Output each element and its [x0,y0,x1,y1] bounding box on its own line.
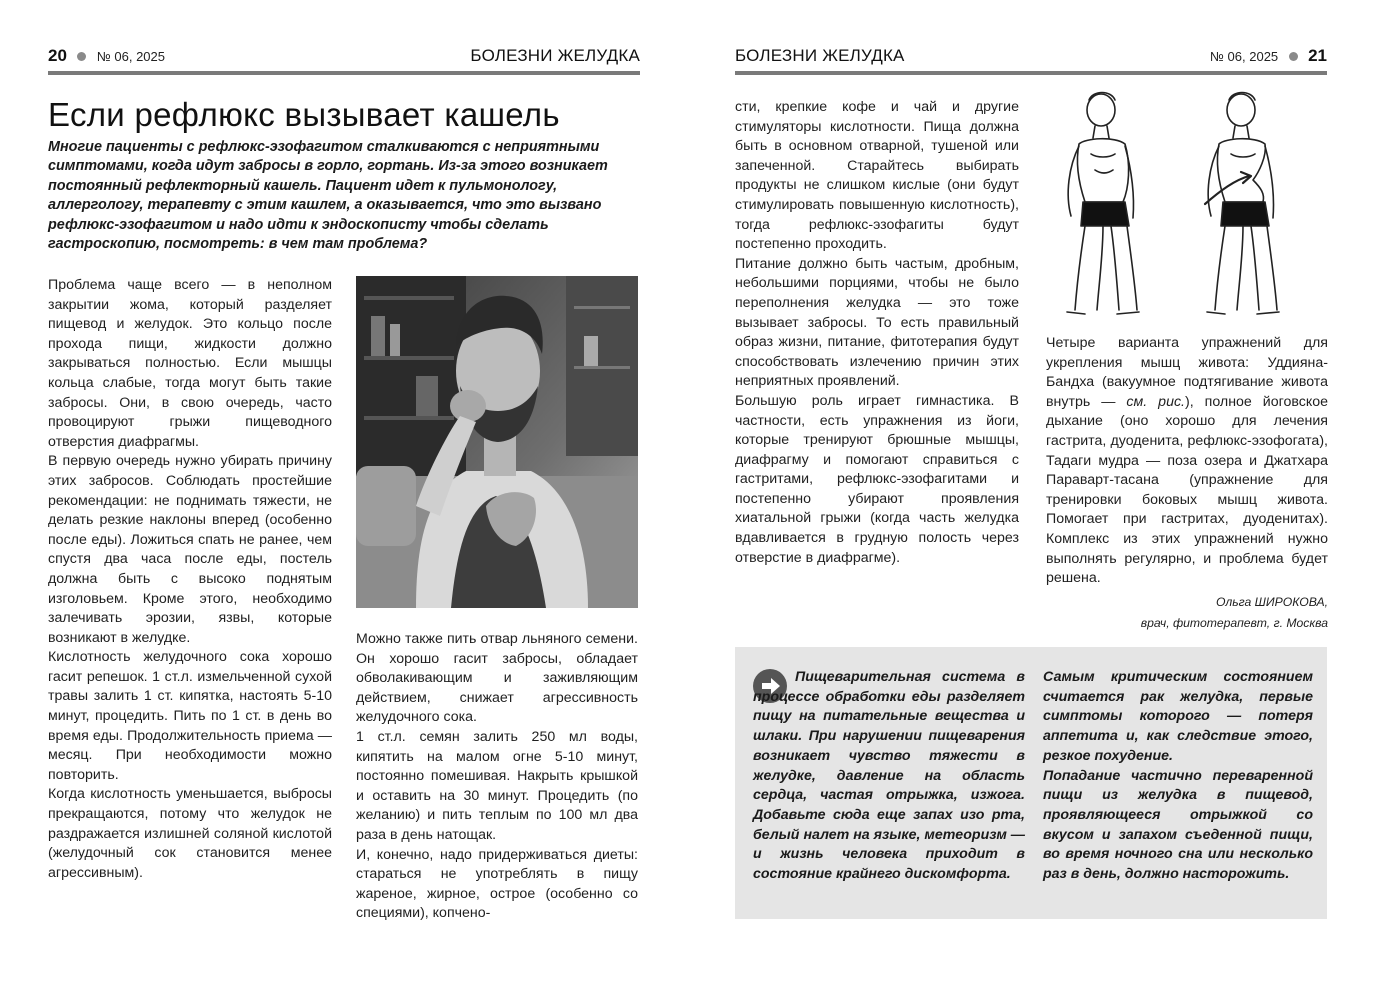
header-rule [48,71,640,75]
paragraph: 1 ст.л. семян залить 250 мл воды, кипятить на малом огне 5-10 минут, постоянно помешивая. Накрыть крышкой и оставить на 30 минут. Процедить (по желанию) и пить теплым по 100 мл два раза в день натощак. [356,728,638,843]
bullet-dot-icon [77,52,86,61]
paragraph: В первую очередь нужно убирать причину этих забросов. Соблюдать простейшие рекомендации: не поднимать тяжести, не делать резкие наклоны вперед (особенно после еды). Ложиться спать не ранее, чем спустя два часа после еды, постель должна быть с высоко поднятым изголовьем. Кроме этого, необходимо залечивать эрозии, язвы, которые возникают в желудке. [48,453,332,646]
paragraph: Когда кислотность уменьшается, выбросы прекращаются, потому что желудок не раздражается излишней соляной кислотой (желудочный сок становится менее агрессивным). [48,786,332,881]
caption-text: ), полное йоговское дыхание (оно хорошо для лечения гастрита, дуоденита, рефлюкс-эзофогата), Тадаги мудра — поза озера и Джатхара Параварт-тасана (упражнение для тренировки боковых мышц живота. Помогает при гастритах, дуоденитах). Комплекс из этих упражнений нужно выполнять регулярно, и проблема будет решена. [1046,393,1328,587]
author-title: врач, фитотерапевт, г. Москва [1140,616,1328,630]
paragraph: Проблема чаще всего — в неполном закрытии жома, который разделяет пищевод и желудок. Это кольцо после прохода пищи, жидкости должно закрываться полностью. Если мышцы кольца слабые, тогда могут быть такие забросы. Они, в свою очередь, часто провоцируют грыжи пищеводного отверстия диафрагмы. [48,277,332,450]
coughing-man-photo [356,276,638,608]
author-name: Ольга ШИРОКОВА, [1216,595,1328,609]
sidebar-left-text [753,668,1025,885]
author-block [1046,592,1328,634]
paragraph: сти, крепкие кофе и чай и другие стимуляторы кислотности. Пища должна быть в основном отварной, тушеной или запеченной. Старайтесь выбирать продукты не слишком кислые (они будут стимулировать повышенную кислотность), тогда рефлюкс-эзофагиты будут постепенно проходить. [735,99,1019,253]
page-number: 21 [1308,46,1327,65]
page-number: 20 [48,46,67,65]
article-column-2 [356,630,638,924]
paragraph: Питание должно быть частым, дробным, небольшими порциями, чтобы не было переполнения желудка — это тоже вызывает забросы. То есть правильный образ жизни, питание, фитотерапия будут способствовать излечению причин этих неприятных проявлений. [735,255,1019,390]
paragraph: Большую роль играет гимнастика. В частности, есть упражнения из йоги, которые тренируют брюшные мышцы, диафрагму и помогают справиться с гастритами, рефлюкс-эзофагитами и постепенно убирают проявления хиатальной грыжи (когда часть желудка вдавливается в грудную полость через отверстие в диафрагме). [735,392,1019,566]
paragraph: И, конечно, надо придерживаться диеты: стараться не употреблять в пищу жареное, жирное, острое (особенно со специями), копчено- [356,846,638,922]
article-column-1 [48,276,332,883]
issue-number: № 06, 2025 [1210,49,1279,64]
figure-caption [1046,334,1328,589]
paragraph: Кислотность желудочного сока хорошо гасит репешок. 1 ст.л. измельченной сухой травы залить 1 ст. кипятка, настоять 5-10 минут, процедить. Пить по 1 ст. в день во время еды. Продолжительность приема — месяц. При необходимости можно повторить. [48,649,332,783]
caption-ref: см. рис. [1126,393,1185,410]
issue-number: № 06, 2025 [96,49,165,64]
coughing-man-illustration [356,276,638,608]
article-lead: Многие пациенты с рефлюкс-эзофагитом сталкиваются с неприятными симптомами, когда идут забросы в горло, гортань. Из-за этого возникает постоянный рефлекторный кашель. Пациент идет к пульмонологу, аллергологу, терапевту с этим кашлем, а оказывается, что это вызвано рефлюкс-эзофагитом и надо идти к эндоскописту чтобы сделать гастроскопию, посмотреть: в чем там проблема? [48,139,608,253]
header-rule [735,71,1327,75]
paragraph: Попадание частично переваренной пищи из желудка в пищевод, проявляющееся отрыжкой со вкусом и запахом съеденной пищи, во время ночного сна или несколько раз в день, должно насторожить. [1043,767,1313,883]
section-title: БОЛЕЗНИ ЖЕЛУДКА [735,46,905,65]
paragraph: Пищеварительная система в процессе обработки еды разделяет пищу на питательные вещества и шлаки. При нарушении пищеварения возникает чувство тяжести в желудке, давление на область сердца, частая отрыжка, изжога. Добавьте сюда еще запах изо рта, белый налет на языке, метеоризм — и жизнь человека приходит в состояние крайнего дискомфорта. [753,669,1025,883]
paragraph: Можно также пить отвар льняного семени. Он хорошо гасит забросы, обладает обволакивающим и заживляющим действием, снижает агрессивность желудочного сока. [356,631,638,726]
uddiyana-bandha-drawing [1045,84,1327,332]
section-title: БОЛЕЗНИ ЖЕЛУДКА [470,46,640,65]
article-title: Если рефлюкс вызывает кашель [48,96,560,133]
article-column-3 [735,98,1019,568]
sidebar-right-text [1043,668,1313,885]
paragraph: Самым критическим состоянием считается рак желудка, первые симптомы которого — потеря аппетита и, как следствие этого, резкое похудение. [1043,669,1313,764]
left-header [48,46,640,72]
exercise-figure [1045,84,1327,332]
right-header [735,46,1327,72]
bullet-dot-icon [1289,52,1298,61]
caption-text: Четыре варианта упражнений для укрепления мышц живота: Уддияна-Бандха (вакуумное подтягивание живота внутрь — [1046,335,1328,410]
